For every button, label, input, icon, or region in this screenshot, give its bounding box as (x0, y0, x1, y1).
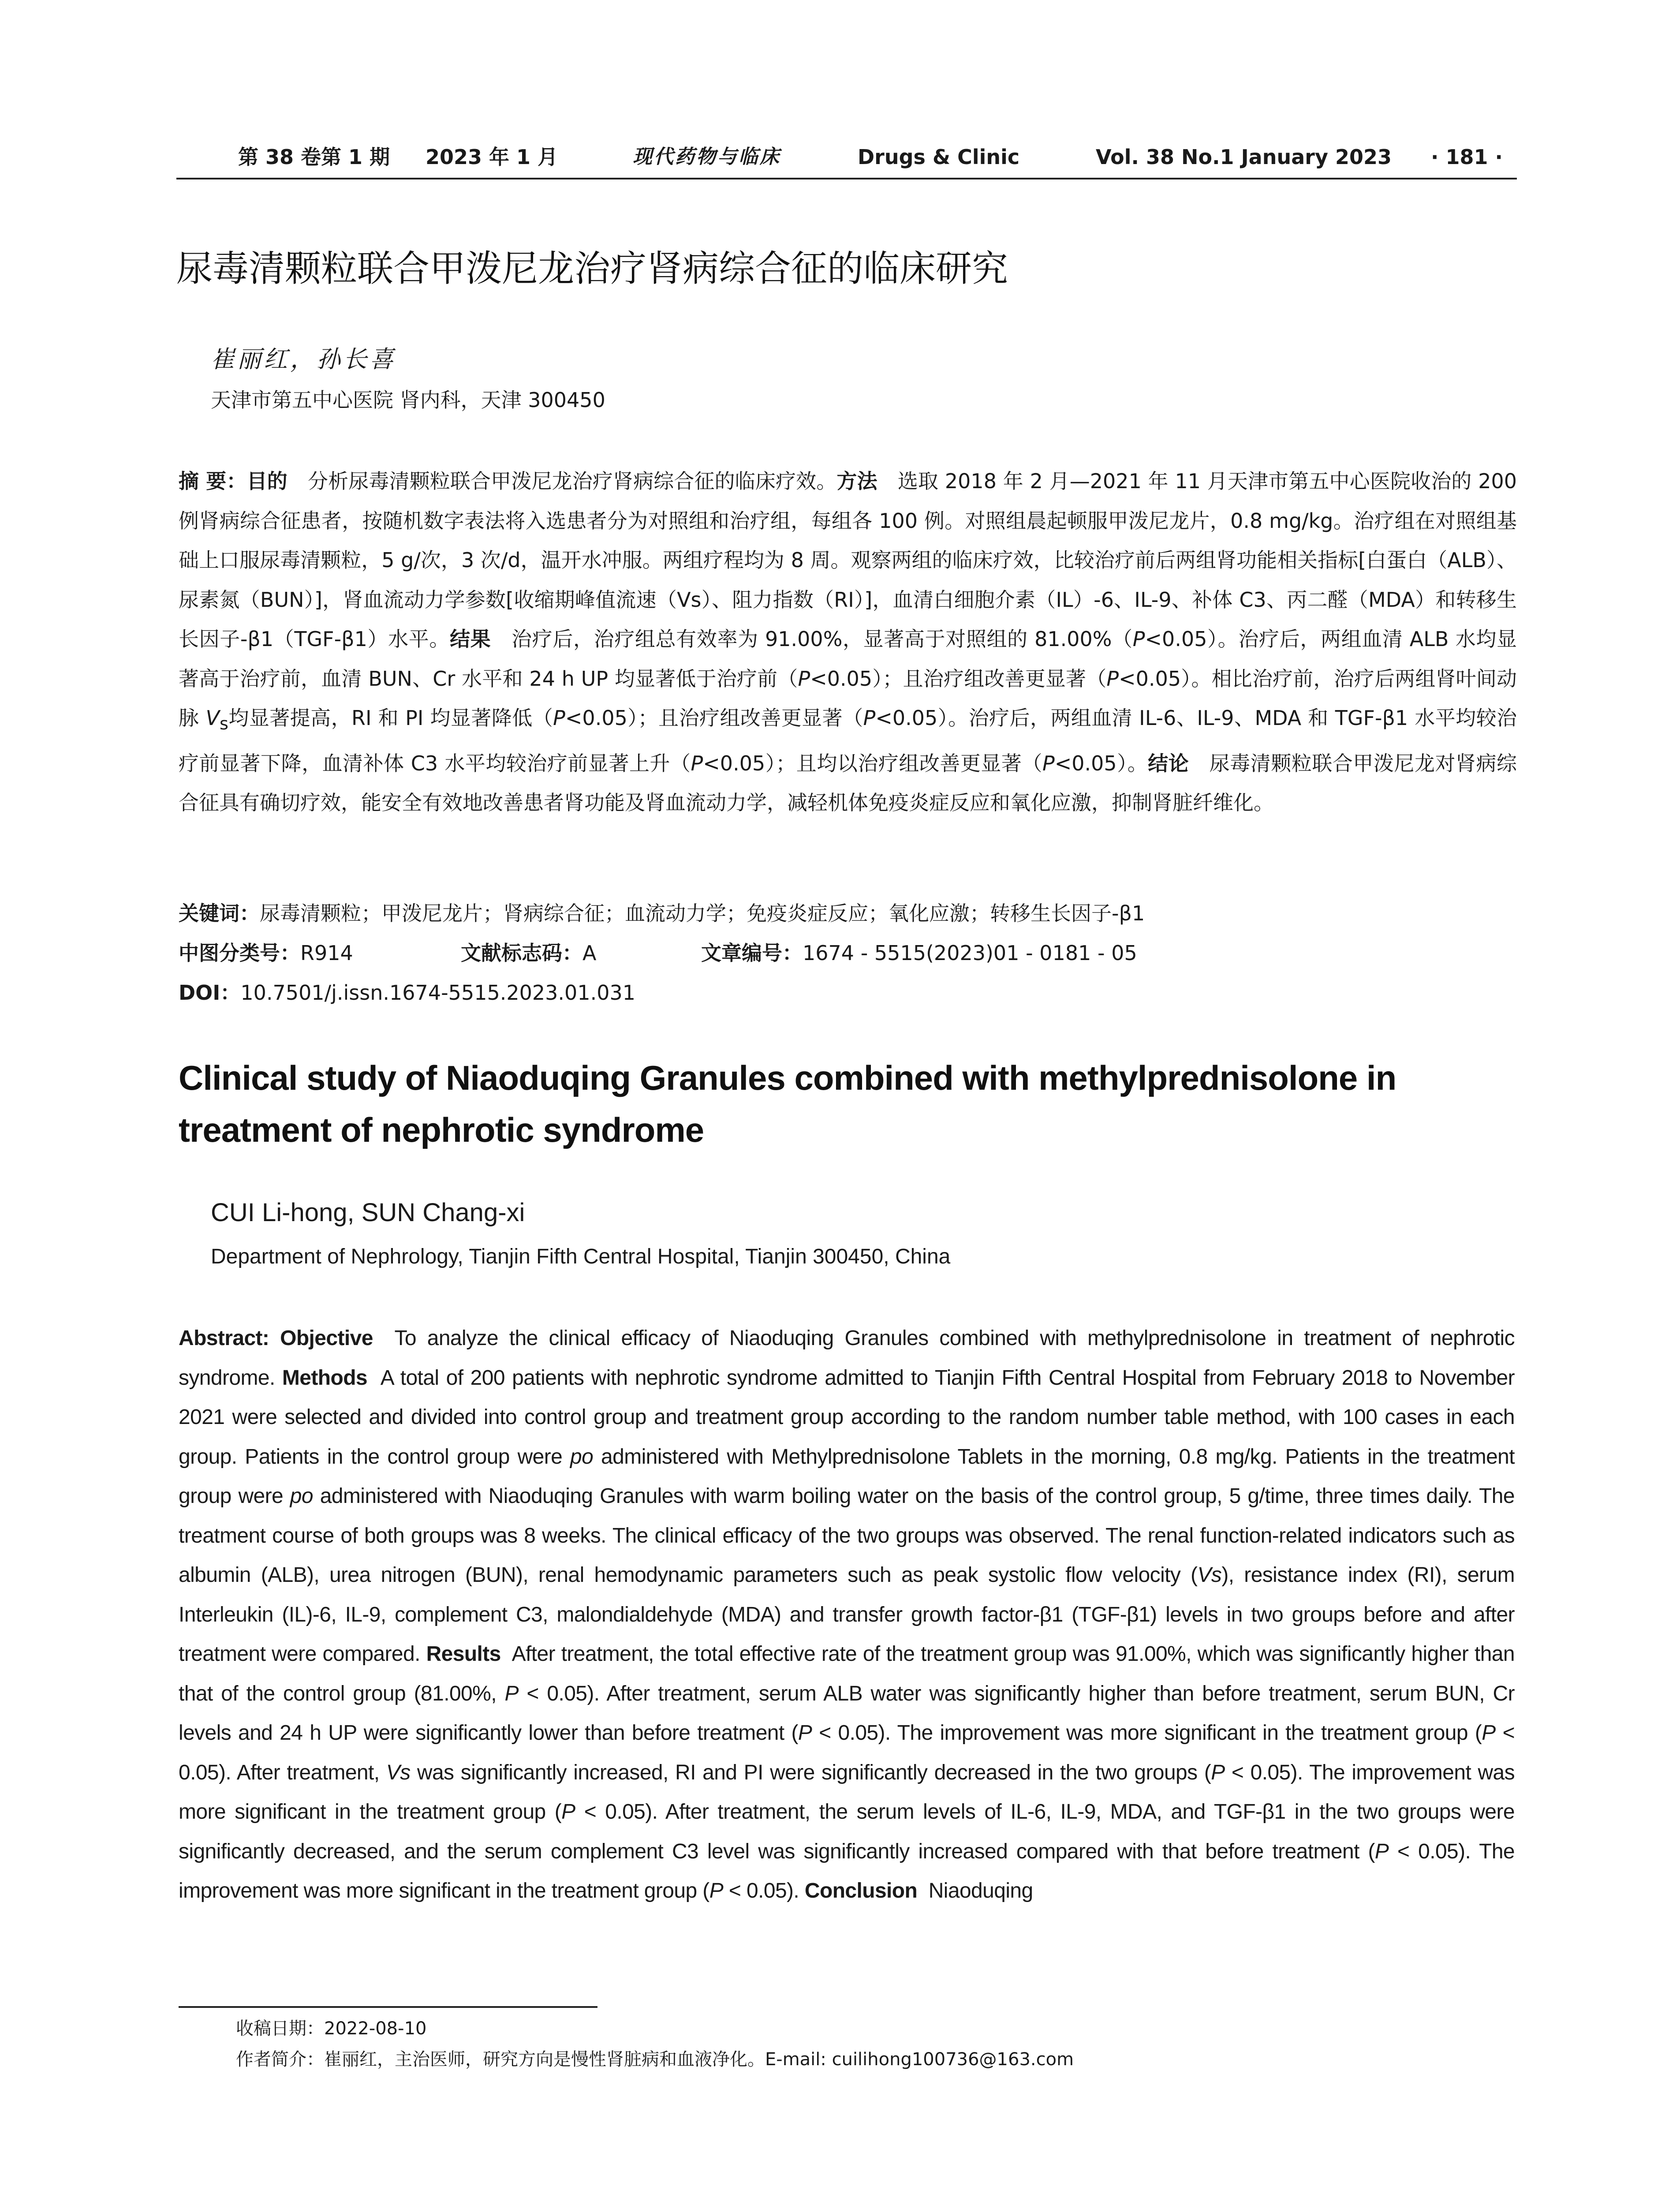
p-value-symbol: P (798, 1721, 812, 1745)
results-en-text: < 0.05). (723, 1879, 799, 1902)
objective-label-cn: 目的 (246, 469, 287, 493)
methods-cn: 选取 2018 年 2 月—2021 年 11 月天津市第五中心医院收治的 200 例肾病综合征患者，按随机数字表法将入选患者分为对照组和治疗组，每组各 100 例。对照组晨起顿服甲泼尼龙片，0.8 mg/kg。治疗组在对照组基础上口服尿毒清颗粒，5 g/次，3 次/d，温开水冲服。两组疗程均为 8 周。观察两组的临床疗效，比较治疗前后两组肾功能相关指标[白蛋白（ALB）、尿素氮（BUN）]，肾血流动力学参数[收缩期峰值流速（Vs）、阻力指数（RI）]，血清白细胞介素（IL）-6、IL-9、补体 C3、丙二醛（MDA）和转移生长因子-β1（TGF-β1）水平。 (179, 469, 1517, 651)
p-value-symbol: P (1211, 1760, 1225, 1784)
methods-en-text: A total of 200 patients with nephrotic syndrome admitted to Tianjin Fifth Central Hospital from February 2018 to November 2021 were selected and divided into control group and treatment group according to the random number table method, with 100 cases in each group. Patients in the control group were (179, 1366, 1515, 1469)
results-cn-text: 均显著提高，RI 和 PI 均显著降低（ (228, 706, 553, 730)
header-volume-en: Vol. 38 No.1 January 2023 (1096, 145, 1392, 169)
abstract-cn (179, 462, 1517, 823)
footnote-rule (179, 2006, 597, 2008)
results-en-text: < 0.05). After treatment, (179, 1721, 1515, 1784)
results-cn-text: <0.05）；且治疗组改善更显著（ (810, 666, 1107, 691)
authors-en: CUI Li-hong, SUN Chang-xi (211, 1198, 525, 1227)
results-cn-text: <0.05）。治疗后，两组血清 IL-6、IL-9、MDA 和 TGF-β1 水平均较治疗前显著下降，血清补体 C3 水平均较治疗前显著上升（ (179, 706, 1517, 775)
document-code (461, 938, 701, 968)
objective-cn: 分析尿毒清颗粒联合甲泼尼龙治疗肾病综合征的临床疗效。 (307, 469, 837, 493)
results-en-text: < 0.05). After treatment, serum ALB water was significantly higher than before treatment, serum BUN, Cr levels and 24 h UP were significantly lower than before treatment ( (179, 1682, 1515, 1745)
doc-label: 文献标志码： (461, 941, 582, 965)
article-value: 1674 - 5515(2023)01 - 0181 - 05 (803, 941, 1137, 965)
conclusion-en: Niaoduqing (928, 1879, 1033, 1902)
results-en-text: < 0.05). The improvement was more significant in the treatment group ( (812, 1721, 1482, 1745)
vs-subscript: s (219, 714, 228, 734)
results-en-text: After treatment, the total effective rate of the treatment group was 91.00%, which was significantly higher than that of the control group (81.00%, (179, 1642, 1515, 1705)
clc-value: R914 (300, 941, 353, 965)
clc-code (179, 938, 461, 968)
header-page-number: · 181 · (1431, 145, 1503, 169)
article-label: 文章编号： (701, 941, 803, 965)
results-cn-text: <0.05）；且均以治疗组改善更显著（ (703, 751, 1042, 775)
doi-link[interactable]: 10.7501/j.issn.1674-5515.2023.01.031 (240, 981, 636, 1005)
affiliation-en: Department of Nephrology, Tianjin Fifth Central Hospital, Tianjin 300450, China (211, 1245, 951, 1268)
header-rule (176, 178, 1517, 179)
methods-label-cn: 方法 (836, 469, 877, 493)
results-cn-text: <0.05）；且治疗组改善更显著（ (565, 706, 863, 730)
results-cn-text: 治疗后，治疗组总有效率为 91.00%，显著高于对照组的 81.00%（ (511, 627, 1133, 651)
keywords-value: 尿毒清颗粒；甲泼尼龙片；肾病综合征；血流动力学；免疫炎症反应；氧化应激；转移生长因子-β1 (260, 901, 1145, 925)
methods-en-text: administered with Methylprednisolone Tablets in the morning, 0.8 mg/kg. Patients in the treatment group were (179, 1445, 1515, 1508)
results-en-text: < 0.05). The improvement was more significant in the treatment group ( (179, 1839, 1515, 1902)
abstract-en (179, 1319, 1515, 1911)
footnote-received (236, 2015, 426, 2042)
authors-cn: 崔丽红，孙长喜 (211, 345, 396, 373)
p-value-symbol: P (1374, 1839, 1389, 1863)
vs-symbol: Vs (1197, 1563, 1222, 1587)
p-value-symbol: P (1106, 666, 1119, 691)
doi-label: DOI： (179, 981, 241, 1005)
author-bio-label: 作者简介： (236, 2049, 324, 2070)
p-value-symbol: P (553, 706, 565, 730)
p-value-symbol: P (504, 1682, 519, 1705)
vs-symbol: Vs (386, 1760, 411, 1784)
p-value-symbol: P (863, 706, 876, 730)
methods-label-en: Methods (282, 1366, 368, 1390)
footnote-author (236, 2046, 1074, 2073)
p-value-symbol: P (798, 666, 810, 691)
methods-en-text: administered with Niaoduqing Granules with warm boiling water on the basis of the control group, 5 g/time, three times daily. The treatment course of both groups was 8 weeks. The clinical efficacy of the two groups was observed. The renal function-related indicators such as albumin (ALB), urea nitrogen (BUN), renal hemodynamic parameters such as peak systolic flow velocity ( (179, 1484, 1515, 1587)
article-number (701, 938, 1137, 968)
header-date-cn: 2023 年 1 月 (426, 145, 558, 169)
affiliation-cn: 天津市第五中心医院 肾内科，天津 300450 (211, 388, 605, 412)
article-title-en: Clinical study of Niaoduqing Granules combined with methylprednisolone in treatment of nephrotic syndrome (179, 1058, 1396, 1149)
doc-value: A (582, 941, 597, 965)
p-value-symbol: P (1132, 627, 1145, 651)
results-en-text: < 0.05). The improvement was more significant in the treatment group ( (179, 1760, 1515, 1824)
header-journal-cn: 现代药物与临床 (633, 146, 781, 168)
results-en-text: < 0.05). After treatment, the serum levels of IL-6, IL-9, MDA, and TGF-β1 in the two groups were significantly decreased, and the serum complement C3 level was significantly increased compared with that before treatment ( (179, 1800, 1515, 1863)
received-date: 2022-08-10 (324, 2018, 427, 2039)
p-value-symbol: P (691, 751, 703, 775)
doi-line (179, 977, 635, 1008)
keywords-label: 关键词： (179, 901, 260, 925)
conclusion-label-cn: 结论 (1148, 751, 1189, 775)
author-bio: 崔丽红，主治医师，研究方向是慢性肾脏病和血液净化。E-mail: cuilihong100736@163.com (324, 2049, 1074, 2070)
vs-symbol: V (205, 706, 220, 730)
results-en-text: was significantly increased, RI and PI were significantly decreased in the two groups ( (410, 1760, 1211, 1784)
article-title-cn: 尿毒清颗粒联合甲泼尼龙治疗肾病综合征的临床研究 (176, 248, 1008, 290)
conclusion-label-en: Conclusion (804, 1879, 918, 1902)
p-value-symbol: P (1482, 1721, 1496, 1745)
clc-label: 中图分类号： (179, 941, 300, 965)
results-label-en: Results (426, 1642, 501, 1666)
p-value-symbol: P (561, 1800, 575, 1824)
methods-en-text: ), resistance index (RI), serum Interleukin (IL)-6, IL-9, complement C3, malondialdehyde (MDA) and transfer growth factor-β1 (TGF-β1) levels in two groups before and after treatment were compared. (179, 1563, 1515, 1666)
results-cn-text: <0.05）。 (1054, 751, 1148, 775)
header-journal-en: Drugs & Clinic (858, 145, 1020, 169)
po-abbrev: po (570, 1445, 594, 1469)
results-cn-text: <0.05）。治疗后，两组血清 ALB 水均显著高于治疗前，血清 BUN、Cr 水平和 24 h UP 均显著低于治疗前（ (179, 627, 1517, 691)
results-label-cn: 结果 (450, 627, 491, 651)
running-header (176, 140, 1517, 174)
abstract-cn-label: 摘 要： (179, 469, 247, 493)
header-volume-cn: 第 38 卷第 1 期 (238, 145, 390, 169)
p-value-symbol: P (1042, 751, 1055, 775)
classification-line (179, 938, 1137, 968)
keywords-cn (179, 898, 1145, 929)
abstract-en-label: Abstract: (179, 1327, 269, 1350)
conclusion-cn: 尿毒清颗粒联合甲泼尼龙对肾病综合征具有确切疗效，能安全有效地改善患者肾功能及肾血流动力学，减轻机体免疫炎症反应和氧化应激，抑制肾脏纤维化。 (179, 751, 1517, 815)
received-label: 收稿日期： (236, 2018, 324, 2039)
objective-label-en: Objective (280, 1327, 373, 1350)
po-abbrev: po (290, 1484, 313, 1508)
objective-en: To analyze the clinical efficacy of Niaoduqing Granules combined with methylprednisolone in treatment of nephrotic syndrome. (179, 1327, 1515, 1390)
p-value-symbol: P (709, 1879, 724, 1902)
results-cn-text: <0.05）。相比治疗前，治疗后两组肾叶间动脉 (179, 666, 1517, 730)
